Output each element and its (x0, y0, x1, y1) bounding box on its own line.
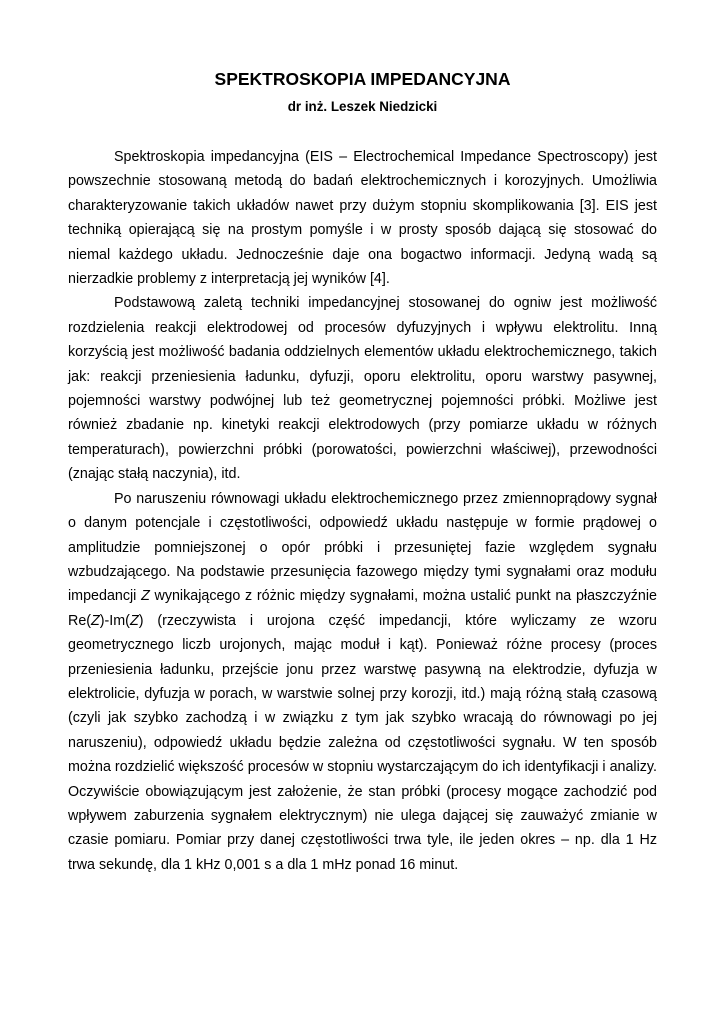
paragraph-3-text-2: wynikającego z różnic między sygnałami, można ustalić punkt na płaszczyźnie Re( (68, 588, 657, 629)
document-page (68, 66, 657, 877)
document-body (68, 145, 657, 877)
impedance-symbol: Z (129, 612, 139, 629)
impedance-symbol: Z (91, 612, 100, 629)
paragraph-3-text-3: )-Im( (99, 612, 130, 629)
paragraph-3-text-1: Po naruszeniu równowagi układu elektrochemicznego przez zmiennoprądowy sygnał o danym potencjale i częstotliwości, odpowiedź układu następuje w formie prądowej o amplitudzie pomniejszonej o opór próbki i przesuniętej fazie względem sygnału wzbudzającego. Na podstawie przesunięcia fazowego między tymi sygnałami oraz modułu impedancji (68, 490, 657, 605)
document-author: dr inż. Leszek Niedzicki (287, 99, 438, 114)
paragraph-3-text-4: ) (rzeczywista i urojona część impedancji, które wyliczamy ze wzoru geometrycznego liczb urojonych, mając moduł i kąt). Ponieważ różne procesy (proces przeniesienia ładunku, przejście jonu przez warstwę pasywną na elektrodzie, dyfuzja w elektrolicie, dyfuzja w porach, w warstwie solnej przy korozji, itd.) mają różną stałą czasową (czyli jak szybko zachodzą i w związku z tym jak szybko wracają do równowagi po jej naruszeniu), odpowiedź układu będzie zależna od częstotliwości sygnału. W ten sposób można rozdzielić większość procesów w stopniu wystarczającym do ich identyfikacji i analizy. Oczywiście obowiązującym jest założenie, że stan próbki (procesy mogące zachodzić pod wpływem zaburzenia sygnałem elektrycznym) nie ulega dającej się zauważyć zmianie w czasie pomiaru. Pomiar przy danej częstotliwości trwa tyle, ile jeden okres – np. dla 1 Hz trwa sekundę, dla 1 kHz 0,001 s a dla 1 mHz ponad 16 minut. (68, 612, 657, 873)
paragraph-1: Spektroskopia impedancyjna (EIS – Electrochemical Impedance Spectroscopy) jest powszechnie stosowaną metodą do badań elektrochemicznych i korozyjnych. Umożliwia charakteryzowanie takich układów nawet przy dużym stopniu skomplikowania [3]. EIS jest techniką opierającą się na prostym pomyśle i w prosty sposób dającą się stosować do niemal każdego układu. Jednocześnie daje ona bogactwo informacji. Jedyną wadą są nierzadkie problemy z interpretacją jej wyników [4]. (68, 149, 657, 288)
impedance-symbol: Z (141, 588, 150, 605)
paragraph-2: Podstawową zaletą techniki impedancyjnej stosowanej do ogniw jest możliwość rozdzielenia reakcji elektrodowej od procesów dyfuzyjnych i wpływu elektrolitu. Inną korzyścią jest możliwość badania oddzielnych elementów układu elektrochemicznego, takich jak: reakcji przeniesienia ładunku, dyfuzji, oporu elektrolitu, oporu warstwy pasywnej, pojemności warstwy podwójnej lub też geometrycznej pojemności próbki. Możliwe jest również zbadanie np. kinetyki reakcji elektrodowych (przy pomiarze układu w różnych temperaturach), powierzchni próbki (porowatości, powierzchni właściwej), przewodności (znając stałą naczynia), itd. (68, 295, 657, 483)
paragraph-3 (68, 487, 657, 878)
document-title: SPEKTROSKOPIA IMPEDANCYJNA (214, 69, 511, 89)
